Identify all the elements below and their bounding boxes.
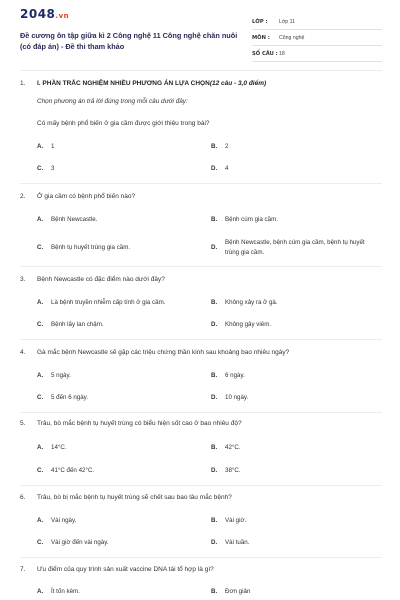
option-text: Bệnh cúm gia cầm. [225,216,278,223]
question-heading [20,276,165,283]
question-text: Trâu, bò mắc bệnh tụ huyết trùng có biểu hiện sốt cao ở bao nhiêu độ? [37,420,242,427]
option-letter: A. [37,216,44,223]
option-text: 38°C. [225,467,241,474]
option-letter: A. [37,299,44,306]
section-heading [20,80,266,87]
option-letter: B. [211,299,218,306]
option-d[interactable] [211,238,375,258]
option-d[interactable] [211,393,375,403]
meta-key: SỐ CÂU : [252,50,278,57]
option-text: Bệnh Newcastle. [51,216,98,223]
section-title-note: (12 câu - 3,0 điểm) [209,80,267,87]
question-number: 4. [20,349,26,356]
option-c[interactable] [37,320,201,330]
question-divider [20,557,382,558]
logo-main: 2048 [20,7,56,21]
option-b[interactable] [211,371,375,381]
option-text: 2 [225,143,229,150]
option-d[interactable] [211,164,375,174]
question-text: Trâu, bò bị mắc bệnh tụ huyết trùng sẽ chết sau bao lâu mắc bệnh? [37,494,232,501]
question-text: Bệnh Newcastle có đặc điểm nào dưới đây? [37,276,165,283]
option-letter: B. [211,216,218,223]
option-text: 42°C. [225,444,241,451]
option-d[interactable] [211,466,375,476]
option-letter: A. [37,143,44,150]
option-b[interactable] [211,298,375,308]
question-number: 7. [20,566,26,573]
meta-row-subject [252,30,382,46]
option-letter: D. [211,539,218,546]
document-title: Đề cương ôn tập giữa kì 2 Công nghệ 11 Công nghệ chăn nuôi (có đáp án) - Đề thi tham khảo [20,31,238,51]
option-text: Là bệnh truyền nhiễm cấp tính ở gia cầm. [51,299,166,306]
question-heading [20,566,214,573]
option-text: Bệnh tụ huyết trùng gia cầm. [51,244,131,251]
header-divider [20,70,382,71]
option-text: Vài giờ đến vài ngày. [51,539,109,546]
section-instruction: Chọn phương án trả lời đúng trong mỗi câu dưới đây: [37,98,188,105]
option-text: 4 [225,165,229,172]
option-text: Không gây viêm. [225,321,272,328]
option-text: 41°C đến 42°C. [51,467,95,474]
option-text: Đơn giản [225,588,251,595]
logo-suffix: .vn [55,12,70,20]
option-c[interactable] [37,538,201,548]
option-text: 10 ngày. [225,394,249,401]
option-c[interactable] [37,466,201,476]
option-a[interactable] [37,587,201,597]
option-text: Ít tốn kém. [51,588,80,595]
option-a[interactable] [37,298,201,308]
question-text: Ở gia cầm có bệnh phổ biến nào? [37,193,136,200]
option-letter: A. [37,517,44,524]
option-letter: C. [37,244,44,251]
meta-row-count [252,46,382,62]
option-letter: C. [37,394,44,401]
option-letter: C. [37,321,44,328]
question-heading [20,349,289,356]
option-d[interactable] [211,320,375,330]
meta-value: Công nghệ [279,34,305,41]
question-divider [20,266,382,267]
option-letter: D. [211,321,218,328]
option-text: Vài tuần. [225,539,250,546]
option-text: 14°C. [51,444,67,451]
option-text: 5 đến 6 ngày. [51,394,89,401]
option-text: 6 ngày. [225,372,245,379]
option-letter: D. [211,244,218,251]
site-logo[interactable] [20,7,69,21]
section-title [37,80,266,87]
option-a[interactable] [37,142,201,152]
option-letter: A. [37,372,44,379]
meta-value: Lớp 11 [279,18,295,25]
option-letter: B. [211,517,218,524]
meta-table [252,14,382,62]
question-number: 6. [20,494,26,501]
option-c[interactable] [37,393,201,403]
option-letter: A. [37,588,44,595]
option-text: Bệnh lây lan chậm. [51,321,104,328]
question-number: 2. [20,193,26,200]
meta-key: MÔN : [252,34,270,41]
option-text: Vài giờ. [225,517,247,524]
option-letter: D. [211,165,218,172]
option-text: 1 [51,143,55,150]
question-text [37,120,210,127]
meta-row-class [252,14,382,30]
question-heading [20,420,242,427]
option-text: 3 [51,165,55,172]
option-letter: D. [211,467,218,474]
option-letter: B. [211,588,218,595]
question-number: 1. [20,80,26,87]
question-divider [20,412,382,413]
option-b[interactable] [211,142,375,152]
option-text: 5 ngày. [51,372,71,379]
question-divider [20,485,382,486]
question-heading [20,494,232,501]
option-letter: B. [211,444,218,451]
section-title-text: I. PHẦN TRẮC NGHIỆM NHIỀU PHƯƠNG ÁN LỰA CHỌN [37,80,210,87]
option-c[interactable] [37,164,201,174]
option-d[interactable] [211,538,375,548]
question-text: Gà mắc bệnh Newcastle sẽ gặp các triệu chứng thần kinh sau khoảng bao nhiêu ngày? [37,349,290,356]
option-b[interactable] [211,443,375,453]
option-b[interactable] [211,215,375,225]
option-letter: B. [211,143,218,150]
option-a[interactable] [37,443,201,453]
option-letter: C. [37,467,44,474]
question-text-content: Có mấy bệnh phổ biến ở gia cầm được giới thiệu trong bài? [37,120,210,127]
option-a[interactable] [37,371,201,381]
option-b[interactable] [211,587,375,597]
option-letter: B. [211,372,218,379]
question-divider [20,183,382,184]
page-header [0,0,400,68]
question-number: 3. [20,276,26,283]
option-text: Không xảy ra ở gà. [225,299,278,306]
meta-key: LỚP : [252,18,268,25]
option-letter: D. [211,394,218,401]
option-letter: C. [37,165,44,172]
question-number: 5. [20,420,26,427]
option-text: Bệnh Newcastle, bệnh cúm gia cầm, bệnh tụ huyết trùng gia cầm. [225,239,365,256]
option-c[interactable] [37,243,201,253]
question-heading [20,193,135,200]
question-divider [20,339,382,340]
option-a[interactable] [37,215,201,225]
meta-value: 18 [279,50,285,57]
option-b[interactable] [211,516,375,526]
option-a[interactable] [37,516,201,526]
question-text: Ưu điểm của quy trình sản xuất vaccine DNA tái tổ hợp là gì? [37,566,214,573]
option-letter: C. [37,539,44,546]
option-text: Vài ngày. [51,517,77,524]
option-letter: A. [37,444,44,451]
